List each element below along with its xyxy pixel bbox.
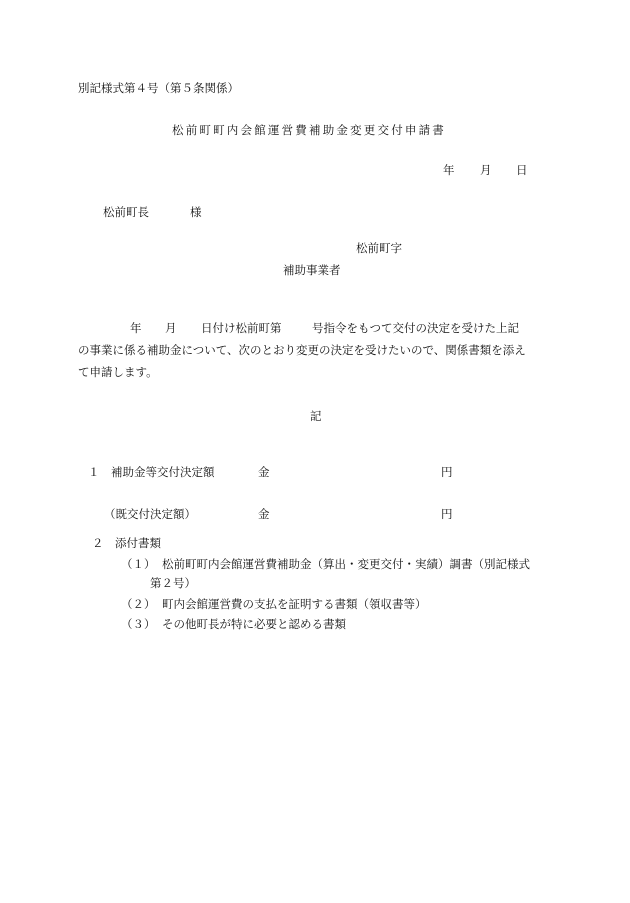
body-month: 月 xyxy=(165,321,177,335)
doc-1-text: 松前町町内会館運営費補助金（算出・変更交付・実績）調書（別記様式 xyxy=(162,557,530,571)
document-title: 松前町町内会館運営費補助金変更交付申請書 xyxy=(172,123,446,137)
doc-2-text: 町内会館運営費の支払を証明する書類（領収書等） xyxy=(162,597,427,611)
prior-amount-label: （既交付決定額） xyxy=(104,507,196,521)
date-month: 月 xyxy=(480,163,492,177)
body-ref-part2: 号指令をもつて交付の決定を受けた上記 xyxy=(312,321,519,335)
doc-2-number: （２） xyxy=(121,597,156,611)
date-year: 年 xyxy=(443,163,455,177)
ki-heading: 記 xyxy=(310,409,322,423)
applicant-role-label: 補助事業者 xyxy=(283,263,341,277)
doc-1-continuation: 第２号） xyxy=(150,576,196,590)
form-label: 別記様式第４号（第５条関係） xyxy=(78,81,239,95)
doc-3-number: （３） xyxy=(121,617,156,631)
applicant-address-label: 松前町字 xyxy=(356,241,402,255)
item1-yen: 円 xyxy=(441,465,453,479)
item2-label: ２ 添付書類 xyxy=(92,536,161,550)
prior-yen: 円 xyxy=(441,507,453,521)
body-line-3: て申請します。 xyxy=(78,365,158,379)
doc-1-number: （１） xyxy=(121,557,156,571)
item1-label: １ 補助金等交付決定額 xyxy=(88,465,215,479)
body-ref-part1: 日付け松前町第 xyxy=(201,321,282,335)
addressee-honorific: 様 xyxy=(190,205,202,219)
date-day: 日 xyxy=(516,163,528,177)
body-line-2: の事業に係る補助金について、次のとおり変更の決定を受けたいので、関係書類を添え xyxy=(78,343,526,357)
body-year: 年 xyxy=(130,321,142,335)
addressee-name: 松前町長 xyxy=(103,205,149,219)
item1-kin: 金 xyxy=(258,465,270,479)
prior-kin: 金 xyxy=(258,507,270,521)
doc-3-text: その他町長が特に必要と認める書類 xyxy=(162,617,346,631)
